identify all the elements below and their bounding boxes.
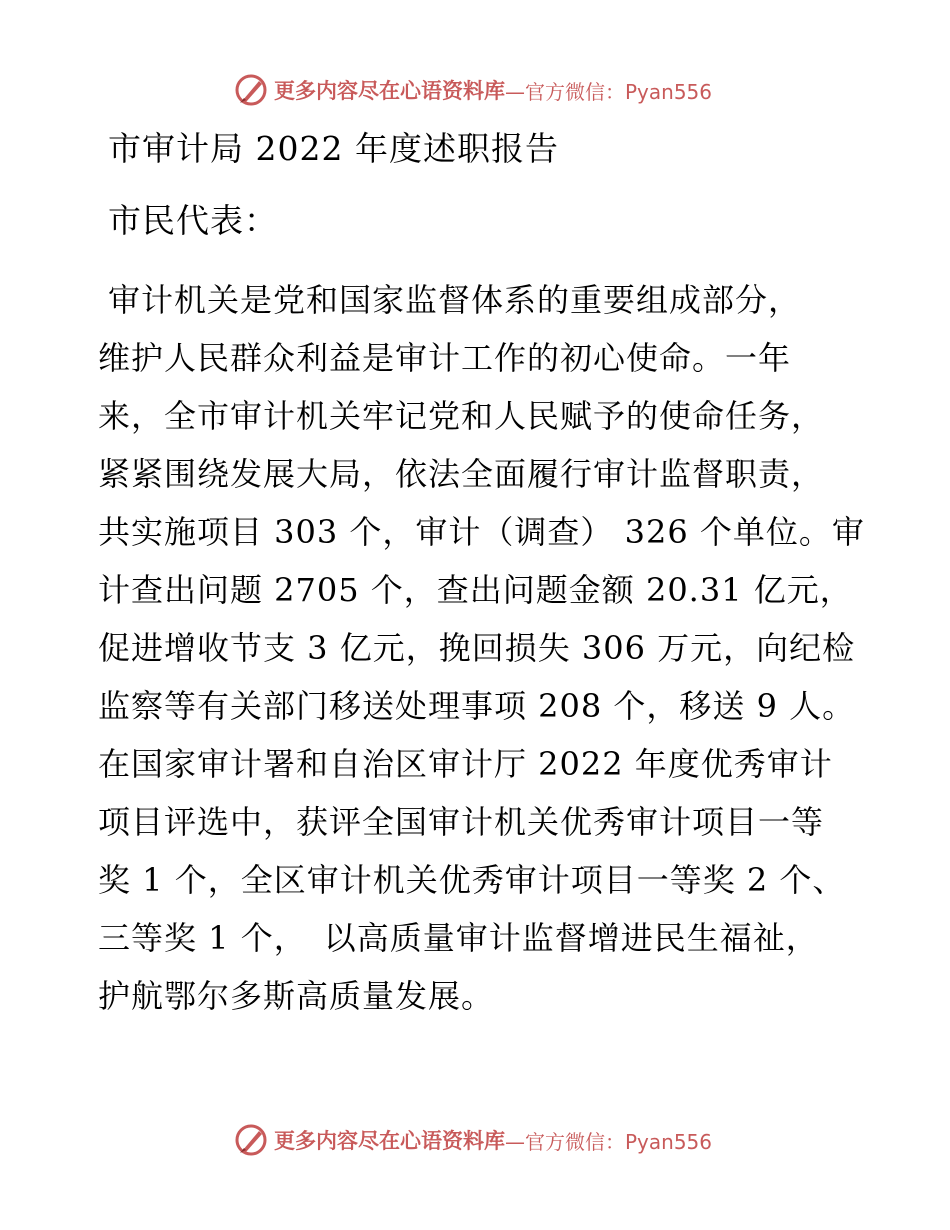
body-line: 项目评选中，获评全国审计机关优秀审计项目一等 [98,803,825,841]
body-line: 促进增收节支 3 亿元，挽回损失 306 万元，向纪检 [98,629,856,667]
quill-pen-logo-icon [234,73,268,107]
footer-watermark-banner [234,1122,712,1158]
body-line: 监察等有关部门移送处理事项 208 个，移送 9 人。 [98,687,856,725]
quill-pen-logo-icon [234,1123,268,1157]
body-line: 来，全市审计机关牢记党和人民赋予的使命任务， [98,397,825,435]
body-line: 共实施项目 303 个，审计（调查） 326 个单位。审 [98,513,865,551]
header-watermark-banner [234,72,712,108]
body-line: 审计机关是党和国家监督体系的重要组成部分， [108,281,802,319]
document-body [98,271,865,1025]
body-line: 紧紧围绕发展大局，依法全面履行审计监督职责， [98,455,825,493]
document-salutation: 市民代表： [108,201,278,240]
body-line: 在国家审计署和自治区审计厅 2022 年度优秀审计 [98,745,833,783]
body-line: 三等奖 1 个， 以高质量审计监督增进民生福祉， [98,919,819,957]
footer-watermark-text: 更多内容尽在心语资料库 [274,1128,505,1153]
header-watermark-text: 更多内容尽在心语资料库 [274,78,505,103]
body-line: 计查出问题 2705 个，查出问题金额 20.31 亿元， [98,571,853,609]
footer-watermark-wechat: —官方微信：Pyan556 [505,1129,713,1154]
body-line: 奖 1 个，全区审计机关优秀审计项目一等奖 2 个、 [98,861,846,899]
header-watermark-wechat: —官方微信：Pyan556 [505,79,713,104]
body-line: 维护人民群众利益是审计工作的初心使命。一年 [98,339,792,377]
document-title: 市审计局 2022 年度述职报告 [108,129,559,168]
body-line: 护航鄂尔多斯高质量发展。 [98,977,495,1015]
